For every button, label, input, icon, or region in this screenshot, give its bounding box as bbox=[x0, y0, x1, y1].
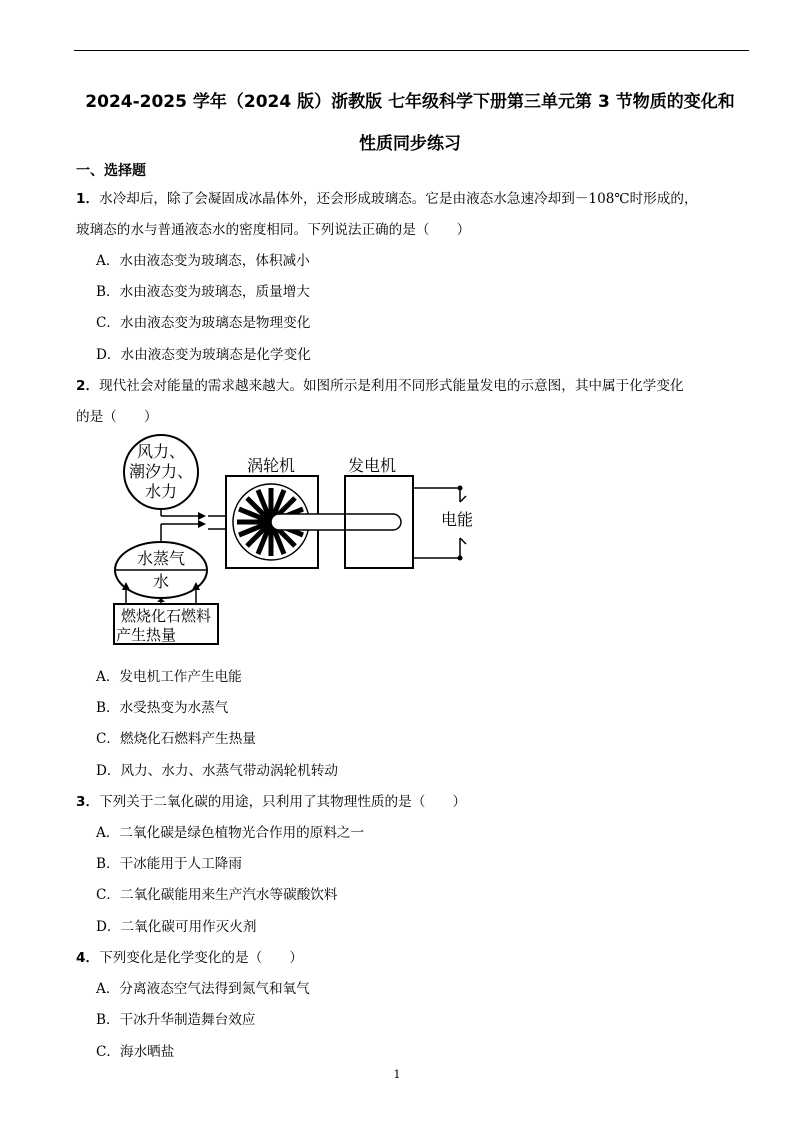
section-title: 一、选择题 bbox=[76, 163, 146, 179]
question-2-option-b: B．水受热变为水蒸气 bbox=[96, 700, 229, 716]
question-1-option-a: A．水由液态变为玻璃态，体积减小 bbox=[96, 253, 310, 269]
fuel-label-1: 燃烧化石燃料 bbox=[120, 607, 212, 625]
water-label: 水 bbox=[152, 572, 170, 591]
question-2-option-a: A．发电机工作产生电能 bbox=[96, 669, 242, 685]
question-4-option-b: B．干冰升华制造舞台效应 bbox=[96, 1012, 256, 1028]
question-1-option-d: D．水由液态变为玻璃态是化学变化 bbox=[96, 347, 311, 363]
question-3-option-c: C．二氧化碳能用来生产汽水等碳酸饮料 bbox=[96, 887, 338, 903]
wind-label-1: 风力、 bbox=[136, 442, 186, 461]
arrow-right-icon bbox=[198, 512, 206, 520]
question-2-line-1: 2．现代社会对能量的需求越来越大。如图所示是利用不同形式能量发电的示意图，其中属于化学变化 bbox=[76, 378, 684, 394]
question-2-option-d: D．风力、水力、水蒸气带动涡轮机转动 bbox=[96, 763, 338, 779]
header-rule bbox=[74, 50, 749, 51]
wind-label-2: 潮汐力、 bbox=[128, 462, 194, 481]
question-3-option-a: A．二氧化碳是绿色植物光合作用的原料之一 bbox=[96, 825, 365, 841]
page-title-line-2: 性质同步练习 bbox=[359, 134, 461, 154]
question-1-option-c: C．水由液态变为玻璃态是物理变化 bbox=[96, 315, 311, 331]
electricity-label: 电能 bbox=[440, 510, 474, 529]
energy-diagram bbox=[108, 432, 480, 648]
page-title-line-1: 2024-2025 学年（2024 版）浙教版 七年级科学下册第三单元第 3 节物质的变化和 bbox=[85, 92, 735, 112]
question-4-option-c: C．海水晒盐 bbox=[96, 1044, 175, 1060]
question-4-option-a: A．分离液态空气法得到氮气和氧气 bbox=[96, 981, 310, 997]
fuel-label-2: 产生热量 bbox=[116, 626, 177, 644]
question-2-line-2: 的是（ ） bbox=[76, 409, 158, 425]
generator-label: 发电机 bbox=[347, 456, 397, 475]
question-4-line-1: 4．下列变化是化学变化的是（ ） bbox=[76, 950, 303, 966]
question-1-line-1: 1．水冷却后，除了会凝固成冰晶体外，还会形成玻璃态。它是由液态水急速冷却到－108℃时形成的， bbox=[76, 191, 698, 207]
page-number: 1 bbox=[393, 1068, 401, 1081]
turbine-label: 涡轮机 bbox=[246, 456, 296, 475]
arrow-right-icon bbox=[198, 520, 206, 528]
shaft bbox=[271, 514, 401, 530]
question-3-option-b: B．干冰能用于人工降雨 bbox=[96, 856, 242, 872]
question-3-line-1: 3．下列关于二氧化碳的用途，只利用了其物理性质的是（ ） bbox=[76, 794, 467, 810]
question-2-option-c: C．燃烧化石燃料产生热量 bbox=[96, 731, 256, 747]
question-1-line-2: 玻璃态的水与普通液态水的密度相同。下列说法正确的是（ ） bbox=[76, 222, 471, 238]
wind-label-3: 水力 bbox=[144, 482, 178, 501]
question-3-option-d: D．二氧化碳可用作灭火剂 bbox=[96, 919, 257, 935]
steam-label: 水蒸气 bbox=[136, 549, 186, 568]
question-1-option-b: B．水由液态变为玻璃态，质量增大 bbox=[96, 284, 310, 300]
